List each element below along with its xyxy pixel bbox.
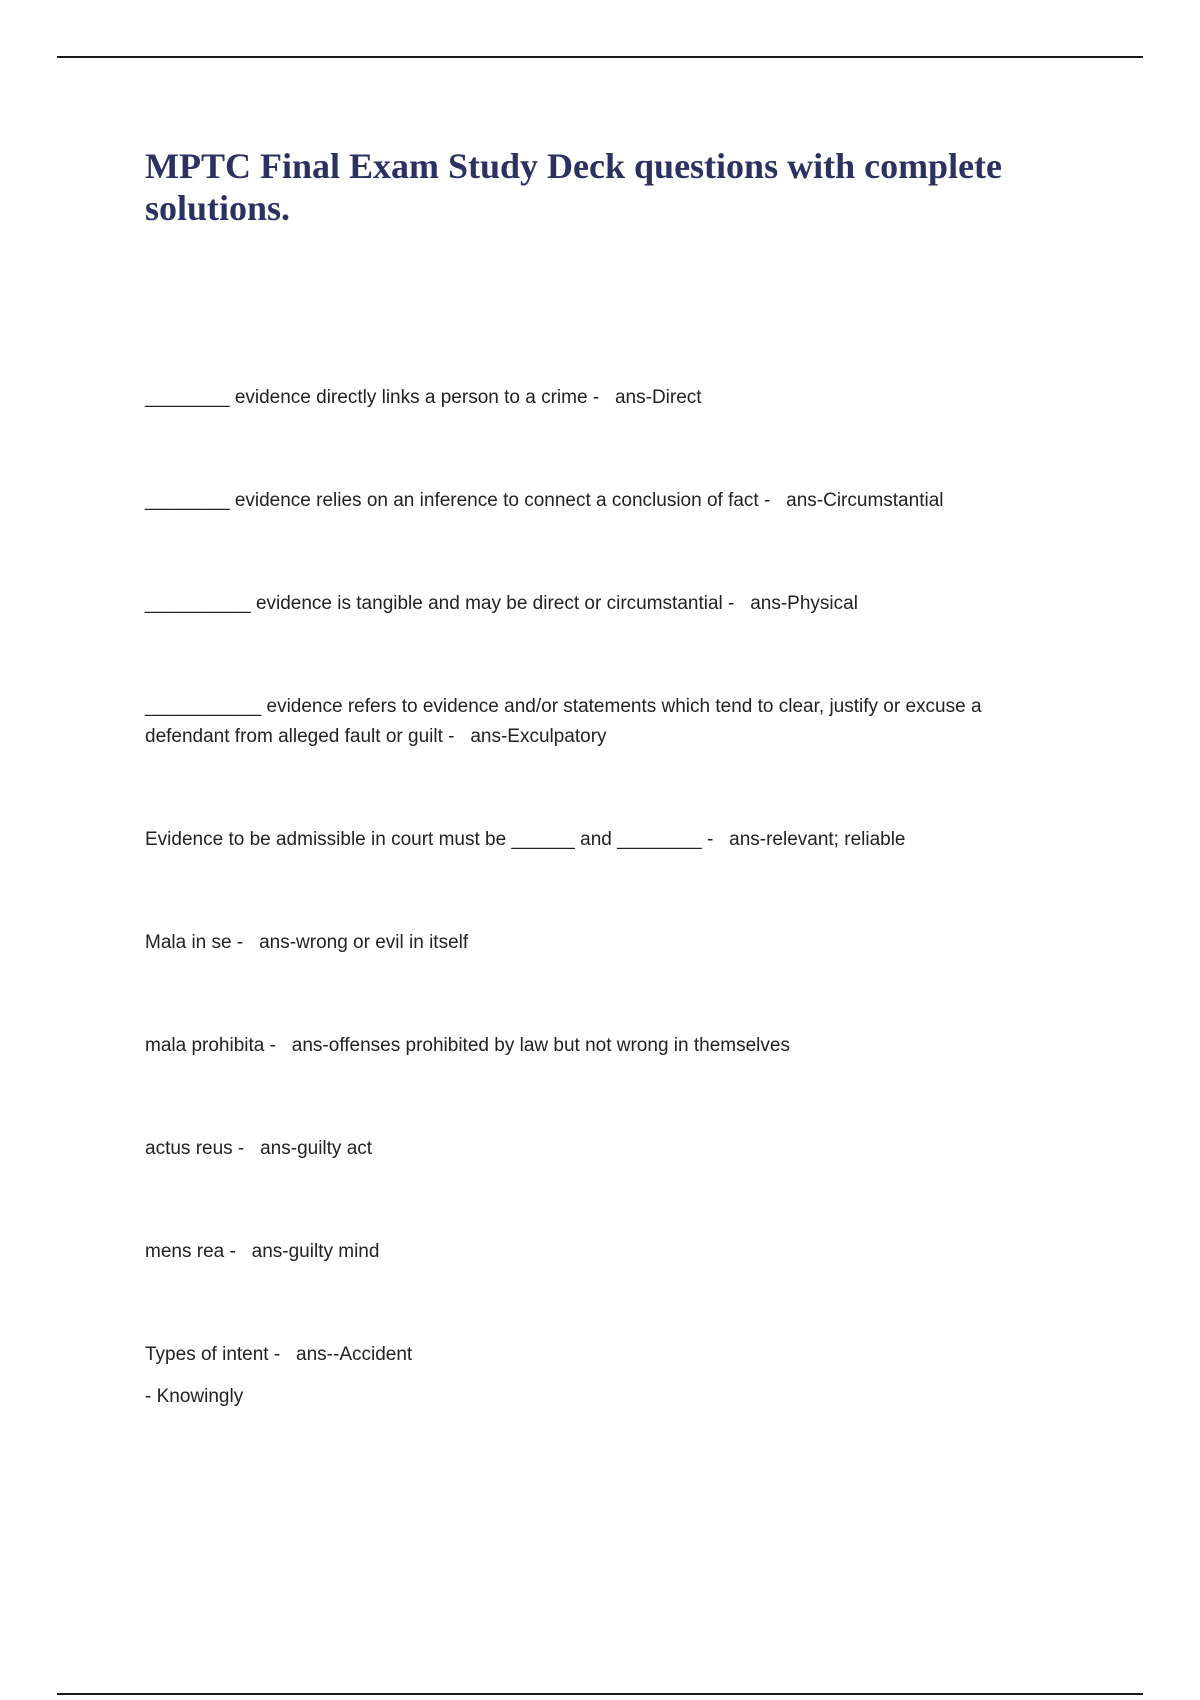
separator: -	[587, 387, 615, 408]
question-text: ________ evidence relies on an inference to connect a conclusion of fact	[145, 490, 759, 511]
separator: -	[442, 726, 471, 747]
separator: -	[758, 490, 787, 511]
answer-text: ans-Direct	[614, 387, 702, 408]
qa-entry	[145, 1134, 1055, 1164]
question-text: mala prohibita	[145, 1035, 265, 1056]
answer-continuation: - Knowingly	[145, 1386, 244, 1407]
separator: -	[232, 1138, 261, 1159]
question-text: ________ evidence directly links a person to a crime	[145, 387, 588, 408]
separator: -	[264, 1035, 292, 1056]
separator: -	[701, 829, 730, 850]
qa-entry	[145, 928, 1055, 958]
qa-entry	[145, 1237, 1055, 1267]
question-text: actus reus	[145, 1138, 233, 1159]
bottom-rule	[57, 1693, 1143, 1695]
answer-text: ans-guilty mind	[251, 1241, 380, 1262]
separator: -	[231, 932, 260, 953]
question-text: Mala in se	[145, 932, 232, 953]
qa-entry	[145, 589, 1055, 619]
answer-text: ans-Exculpatory	[470, 726, 607, 747]
answer-text: ans-wrong or evil in itself	[259, 932, 469, 953]
answer-text: ans--Accident	[296, 1344, 413, 1365]
qa-entry	[145, 825, 1055, 855]
qa-entry	[145, 1340, 1055, 1370]
answer-text: ans-offenses prohibited by law but not wrong in themselves	[291, 1035, 790, 1056]
qa-list	[145, 383, 1055, 1412]
question-text: Types of intent	[145, 1344, 269, 1365]
top-rule	[57, 56, 1143, 58]
answer-text: ans-relevant; reliable	[729, 829, 906, 850]
qa-entry	[145, 692, 1055, 752]
separator: -	[722, 593, 751, 614]
question-text: ___________ evidence refers to evidence and/or statements which tend to clear, justify or excuse a defendant from alleged fault or guilt	[145, 696, 982, 747]
separator: -	[224, 1241, 252, 1262]
question-text: mens rea	[145, 1241, 225, 1262]
separator: -	[268, 1344, 297, 1365]
document-title: MPTC Final Exam Study Deck questions with complete solutions.	[145, 146, 1003, 228]
question-text: __________ evidence is tangible and may be direct or circumstantial	[145, 593, 723, 614]
question-text: Evidence to be admissible in court must be ______ and ________	[145, 829, 702, 850]
qa-entry	[145, 383, 1055, 413]
answer-text: ans-Circumstantial	[786, 490, 944, 511]
qa-entry	[145, 1031, 1055, 1061]
answer-text: ans-Physical	[750, 593, 858, 614]
answer-text: ans-guilty act	[260, 1138, 373, 1159]
qa-entry	[145, 486, 1055, 516]
